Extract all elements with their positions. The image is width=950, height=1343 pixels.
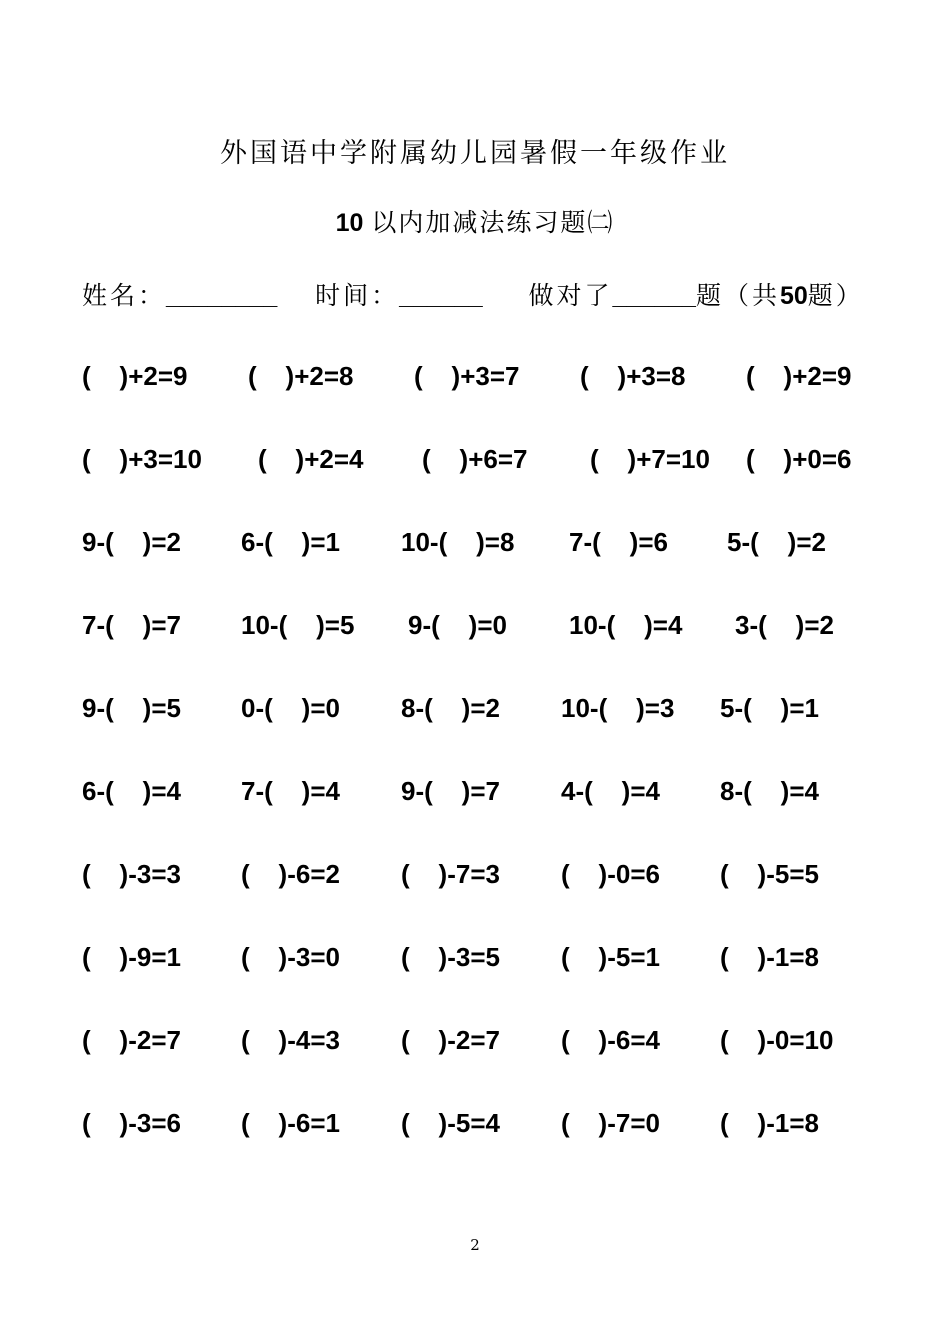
problem-r10-c4: ( )-7=0 [561,1108,660,1138]
worksheet-subtitle [0,203,950,239]
problem-r3-c5: 5-( )=2 [727,527,826,557]
problem-r2-c4: ( )+7=10 [590,444,710,474]
total-count: 50 [779,282,808,310]
problem-r9-c2: ( )-4=3 [241,1025,340,1055]
problem-r1-c2: ( )+2=8 [248,361,354,391]
worksheet-title: 外国语中学附属幼儿园暑假一年级作业 [220,138,730,169]
problem-r1-c4: ( )+3=8 [580,361,686,391]
time-label: 时间： [315,281,400,310]
problem-r4-c1: 7-( )=7 [82,610,181,640]
page-number: 2 [470,1236,480,1254]
problem-r7-c2: ( )-6=2 [241,859,340,889]
problem-r5-c3: 8-( )=2 [401,693,500,723]
name-blank: ________ [166,282,278,310]
problem-r2-c1: ( )+3=10 [82,444,202,474]
subtitle-number: 10 [335,209,364,237]
problem-r1-c1: ( )+2=9 [82,361,188,391]
problem-r6-c4: 4-( )=4 [561,776,660,806]
problem-r4-c2: 10-( )=5 [241,610,355,640]
time-blank: ______ [399,282,483,310]
problem-r3-c3: 10-( )=8 [401,527,515,557]
problem-r2-c5: ( )+0=6 [746,444,852,474]
problem-r10-c1: ( )-3=6 [82,1108,181,1138]
problem-r8-c3: ( )-3=5 [401,942,500,972]
problem-r5-c5: 5-( )=1 [720,693,819,723]
problem-r4-c5: 3-( )=2 [735,610,834,640]
problem-r8-c4: ( )-5=1 [561,942,660,972]
problem-r8-c2: ( )-3=0 [241,942,340,972]
total-suffix: 题） [807,281,864,310]
problem-r6-c1: 6-( )=4 [82,776,181,806]
problem-r9-c1: ( )-2=7 [82,1025,181,1055]
problem-r3-c4: 7-( )=6 [569,527,668,557]
problem-r6-c2: 7-( )=4 [241,776,340,806]
problem-r4-c4: 10-( )=4 [569,610,683,640]
problem-r7-c3: ( )-7=3 [401,859,500,889]
problem-r6-c3: 9-( )=7 [401,776,500,806]
problem-r1-c5: ( )+2=9 [746,361,852,391]
problem-r5-c1: 9-( )=5 [82,693,181,723]
problem-r7-c5: ( )-5=5 [720,859,819,889]
problem-r2-c2: ( )+2=4 [258,444,364,474]
name-label: 姓名： [82,281,167,310]
problem-r5-c4: 10-( )=3 [561,693,675,723]
problem-r10-c2: ( )-6=1 [241,1108,340,1138]
subtitle-text: 以内加减法练习题㈡ [371,208,615,237]
student-info-line [82,276,864,312]
problem-r7-c1: ( )-3=3 [82,859,181,889]
problem-r2-c3: ( )+6=7 [422,444,528,474]
problem-r10-c5: ( )-1=8 [720,1108,819,1138]
problem-r5-c2: 0-( )=0 [241,693,340,723]
problem-r6-c5: 8-( )=4 [720,776,819,806]
problem-r8-c1: ( )-9=1 [82,942,181,972]
problem-r7-c4: ( )-0=6 [561,859,660,889]
problem-r4-c3: 9-( )=0 [408,610,507,640]
problem-r1-c3: ( )+3=7 [414,361,520,391]
correct-blank: ______ [612,282,696,310]
problem-r3-c2: 6-( )=1 [241,527,340,557]
problem-r8-c5: ( )-1=8 [720,942,819,972]
problem-r10-c3: ( )-5=4 [401,1108,500,1138]
total-prefix: 题（共 [695,281,780,310]
problem-r9-c4: ( )-6=4 [561,1025,660,1055]
correct-label: 做对了 [528,281,613,310]
problem-r3-c1: 9-( )=2 [82,527,181,557]
problem-r9-c3: ( )-2=7 [401,1025,500,1055]
problem-r9-c5: ( )-0=10 [720,1025,834,1055]
